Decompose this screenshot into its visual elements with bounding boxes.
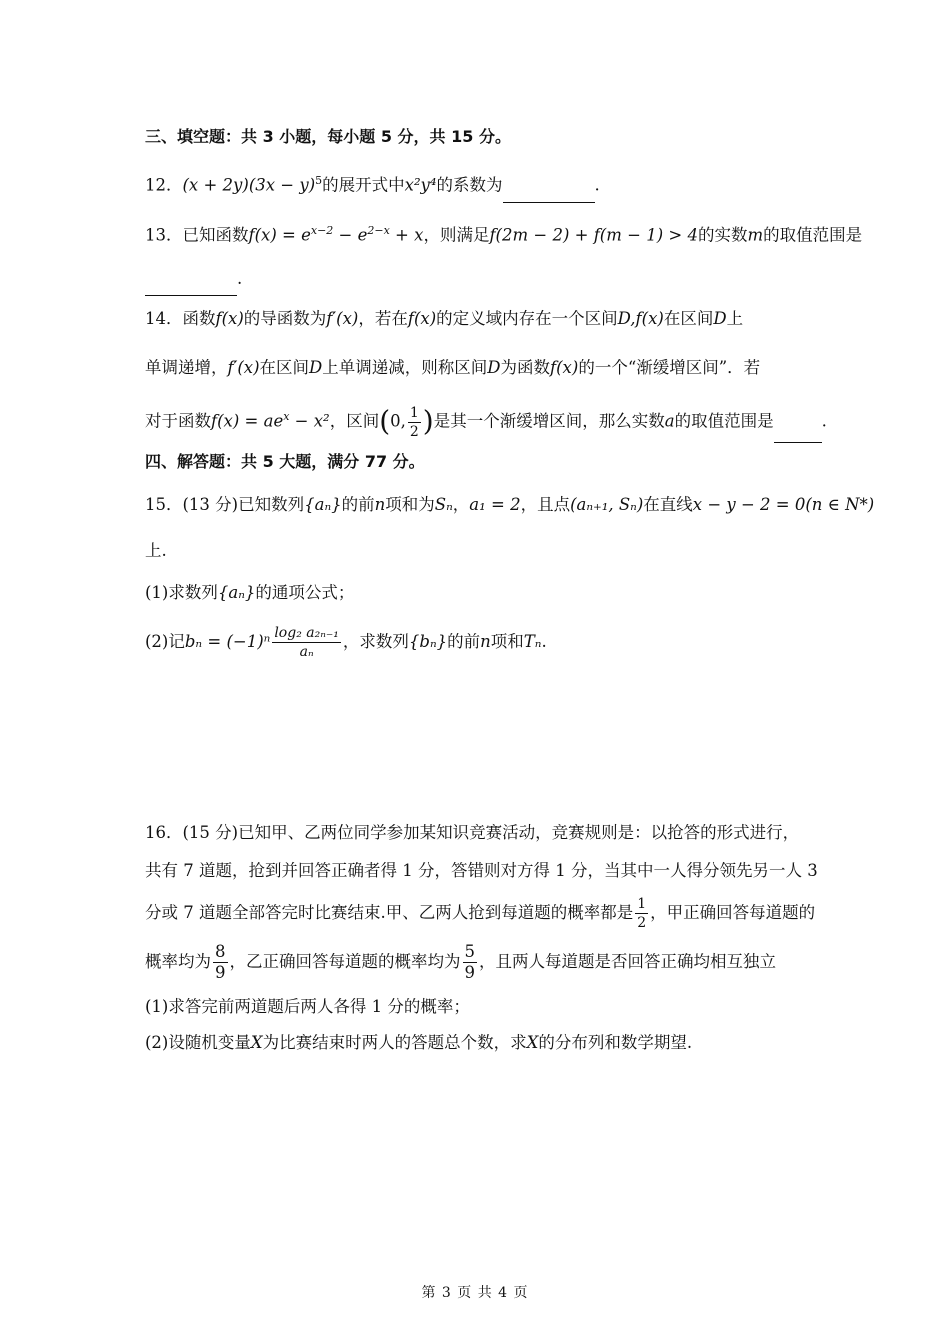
q16-text: 已知甲、乙两位同学参加某知识竞赛活动，竞赛规则是：以抢答的形式进行， (238, 823, 800, 842)
q15-math: Sₙ (434, 495, 453, 514)
q16-text: 分或 7 道题全部答完时比赛结束.甲、乙两人抢到每道题的概率都是 (145, 903, 634, 922)
q14-answer-blank[interactable] (774, 408, 822, 443)
q16-text: (2)设随机变量 (145, 1033, 251, 1052)
q14-math: D (487, 358, 501, 377)
q15-text: 已知数列 (238, 495, 305, 514)
q14-math: − x² (289, 411, 330, 431)
q14-math: f(x) (407, 309, 437, 328)
q14-number: 14． (145, 309, 183, 328)
q12-answer-blank[interactable] (503, 176, 595, 203)
q13-var: m (747, 225, 764, 245)
q12-exponent: 5 (315, 174, 323, 187)
q14-text: 是其一个渐缓增区间，那么实数 (433, 411, 665, 431)
question-16-line-1 (145, 820, 799, 846)
q15-text: 的前 (447, 632, 481, 651)
q14-end: . (821, 411, 827, 431)
q16-text: 的分布列和数学期望. (538, 1033, 693, 1052)
q12-end: . (594, 175, 600, 195)
question-15-line-1 (145, 492, 874, 518)
q13-func: f(x) = e (248, 225, 311, 245)
q15-text: ，且点 (520, 495, 571, 514)
q15-math: bₙ = (−1)ⁿ (184, 632, 271, 651)
q14-math: D (617, 309, 631, 328)
q14-interval: 0, (390, 411, 406, 431)
q14-math: D (309, 358, 323, 377)
section-heading-fill-in: 三、填空题：共 3 小题，每小题 5 分，共 15 分。 (145, 127, 511, 146)
q16-text: 概率均为 (145, 952, 211, 971)
q13-number: 13． (145, 225, 183, 245)
q14-math: f′(x) (227, 358, 260, 377)
q15-math: a₁ = 2 (469, 495, 521, 514)
q13-text-a: 已知函数 (182, 225, 249, 245)
q14-text: 函数 (182, 309, 216, 328)
question-12 (145, 168, 600, 203)
page-footer: 第 3 页 共 4 页 (421, 1285, 529, 1301)
q15-math: n (480, 632, 491, 651)
question-13 (145, 218, 862, 249)
q14-math: D (713, 309, 727, 328)
q15-math: n (374, 495, 386, 514)
q15-text: 项和 (490, 632, 524, 651)
q14-fraction: $\frac{1}{2}$ (409, 404, 419, 440)
q15-text: 在直线 (643, 495, 693, 514)
q15-points: (13 分) (182, 495, 239, 514)
q15-end: . (541, 632, 547, 651)
q12-number: 12． (145, 175, 183, 195)
q15-math: Tₙ (523, 632, 542, 651)
q13-exp2: 2−x (367, 224, 390, 237)
question-16-line-2: 共有 7 道题，抢到并回答正确者得 1 分，答错则对方得 1 分，当其中一人得分领先另一人 3 (145, 861, 818, 880)
q15-math: {aₙ} (217, 583, 256, 602)
q14-text: 对于函数 (145, 411, 211, 431)
question-14-line-3: 对于函数$f(x) = ae^x - x^2$，区间(0, $\frac{1}{2}$ )是其一个渐缓增区间，那么实数a的取值范围是 . (145, 400, 827, 443)
q16-fraction-half: $\frac{1}{2}$ (637, 896, 647, 931)
question-15-part-2 (145, 620, 547, 664)
q16-math: X (250, 1033, 263, 1052)
q16-text: 为比赛结束时两人的答题总个数，求 (262, 1033, 527, 1052)
q16-math: X (526, 1033, 539, 1052)
q15-text: ，求数列 (342, 632, 409, 651)
q14-text: 的定义域内存在一个区间 (436, 309, 618, 328)
q15-part-label: (2) (145, 632, 169, 651)
q12-text-a: 的展开式中 (322, 175, 405, 195)
q15-math: {aₙ} (304, 495, 342, 514)
q14-math: x (283, 410, 290, 423)
q14-math: f(x) (635, 309, 664, 328)
q14-text: 为函数 (500, 358, 551, 377)
q13-condition: f(2m − 2) + f(m − 1) > 4 (489, 225, 698, 245)
q16-number: 16． (145, 823, 183, 842)
q15-text: 的通项公式； (255, 583, 355, 602)
q14-math: f(x) (215, 309, 244, 328)
q15-math: (aₙ₊₁, Sₙ) (570, 495, 644, 514)
q13-end: . (237, 269, 243, 288)
q14-text: 单调递增， (145, 358, 228, 377)
q13-mid: − e (333, 225, 368, 245)
q15-text: 项和为 (385, 495, 435, 514)
q14-text: 的一个“渐缓增区间”．若 (578, 358, 761, 377)
question-14-line-1: 14．函数f(x)的导函数为f′(x)，若在f(x)的定义域内存在一个区间D,f(x)在区间D上 (145, 309, 744, 328)
q13-text-c: 的实数 (697, 225, 748, 245)
q16-fraction-p1: $\frac{8}{9}$ (215, 941, 226, 982)
question-13-blank-line (145, 266, 242, 296)
q15-fraction: $\frac{\text{log₂ a₂ₙ₋₁}}{\text{aₙ}}$ (274, 625, 339, 660)
q15-part-label: (1) (145, 583, 169, 602)
question-15-part-1 (145, 580, 354, 606)
q14-math: f(x) = ae (211, 411, 284, 431)
q14-math: f(x) (550, 358, 579, 377)
question-16-line-3 (145, 896, 815, 930)
q15-text: ， (452, 495, 470, 514)
q14-text: 的导函数为 (243, 309, 327, 328)
q14-text: 在区间 (663, 309, 714, 328)
q13-text-b: ，则满足 (423, 225, 490, 245)
q16-points: (15 分) (182, 823, 239, 842)
q16-text: ，乙正确回答每道题的概率均为 (229, 952, 461, 971)
q16-text: ，且两人每道题是否回答正确均相互独立 (479, 952, 776, 971)
q14-text: ，区间 (329, 411, 380, 431)
q15-text: 记 (168, 632, 185, 651)
q14-math: a (664, 411, 675, 431)
q12-term: x²y⁴ (404, 175, 437, 195)
q14-math: f′(x) (326, 309, 359, 328)
q16-fraction-p2: $\frac{5}{9}$ (464, 941, 475, 982)
q16-text: ，甲正确回答每道题的 (650, 903, 816, 922)
q13-tail: + x (389, 225, 424, 245)
q15-number: 15． (145, 495, 183, 514)
q13-exp1: x−2 (310, 224, 334, 237)
q14-text: 的取值范围是 (674, 411, 774, 431)
q15-text: 求数列 (168, 583, 218, 602)
section-heading-answer: 四、解答题：共 5 大题，满分 77 分。 (145, 452, 425, 471)
q15-math: x − y − 2 = 0(n ∈ N*) (692, 495, 875, 514)
question-16-part-2 (145, 1030, 692, 1056)
question-16-line-4 (145, 942, 776, 982)
q12-expression: (x + 2y)(3x − y) (182, 175, 316, 195)
q15-text: 的前 (341, 495, 375, 514)
q15-math: {bₙ} (408, 632, 448, 651)
q14-text: 在区间 (259, 358, 310, 377)
q14-text: 上单调递减，则称区间 (322, 358, 488, 377)
question-14-line-2 (145, 355, 760, 381)
q13-text-d: 的取值范围是 (763, 225, 863, 245)
q13-answer-blank[interactable] (145, 269, 237, 296)
question-15-line-2: 上. (145, 541, 167, 560)
q14-text: ，若在 (358, 309, 408, 328)
question-16-part-1: (1)求答完前两道题后两人各得 1 分的概率； (145, 997, 470, 1016)
q12-text-b: 的系数为 (436, 175, 503, 195)
q14-text: 上 (726, 309, 744, 328)
